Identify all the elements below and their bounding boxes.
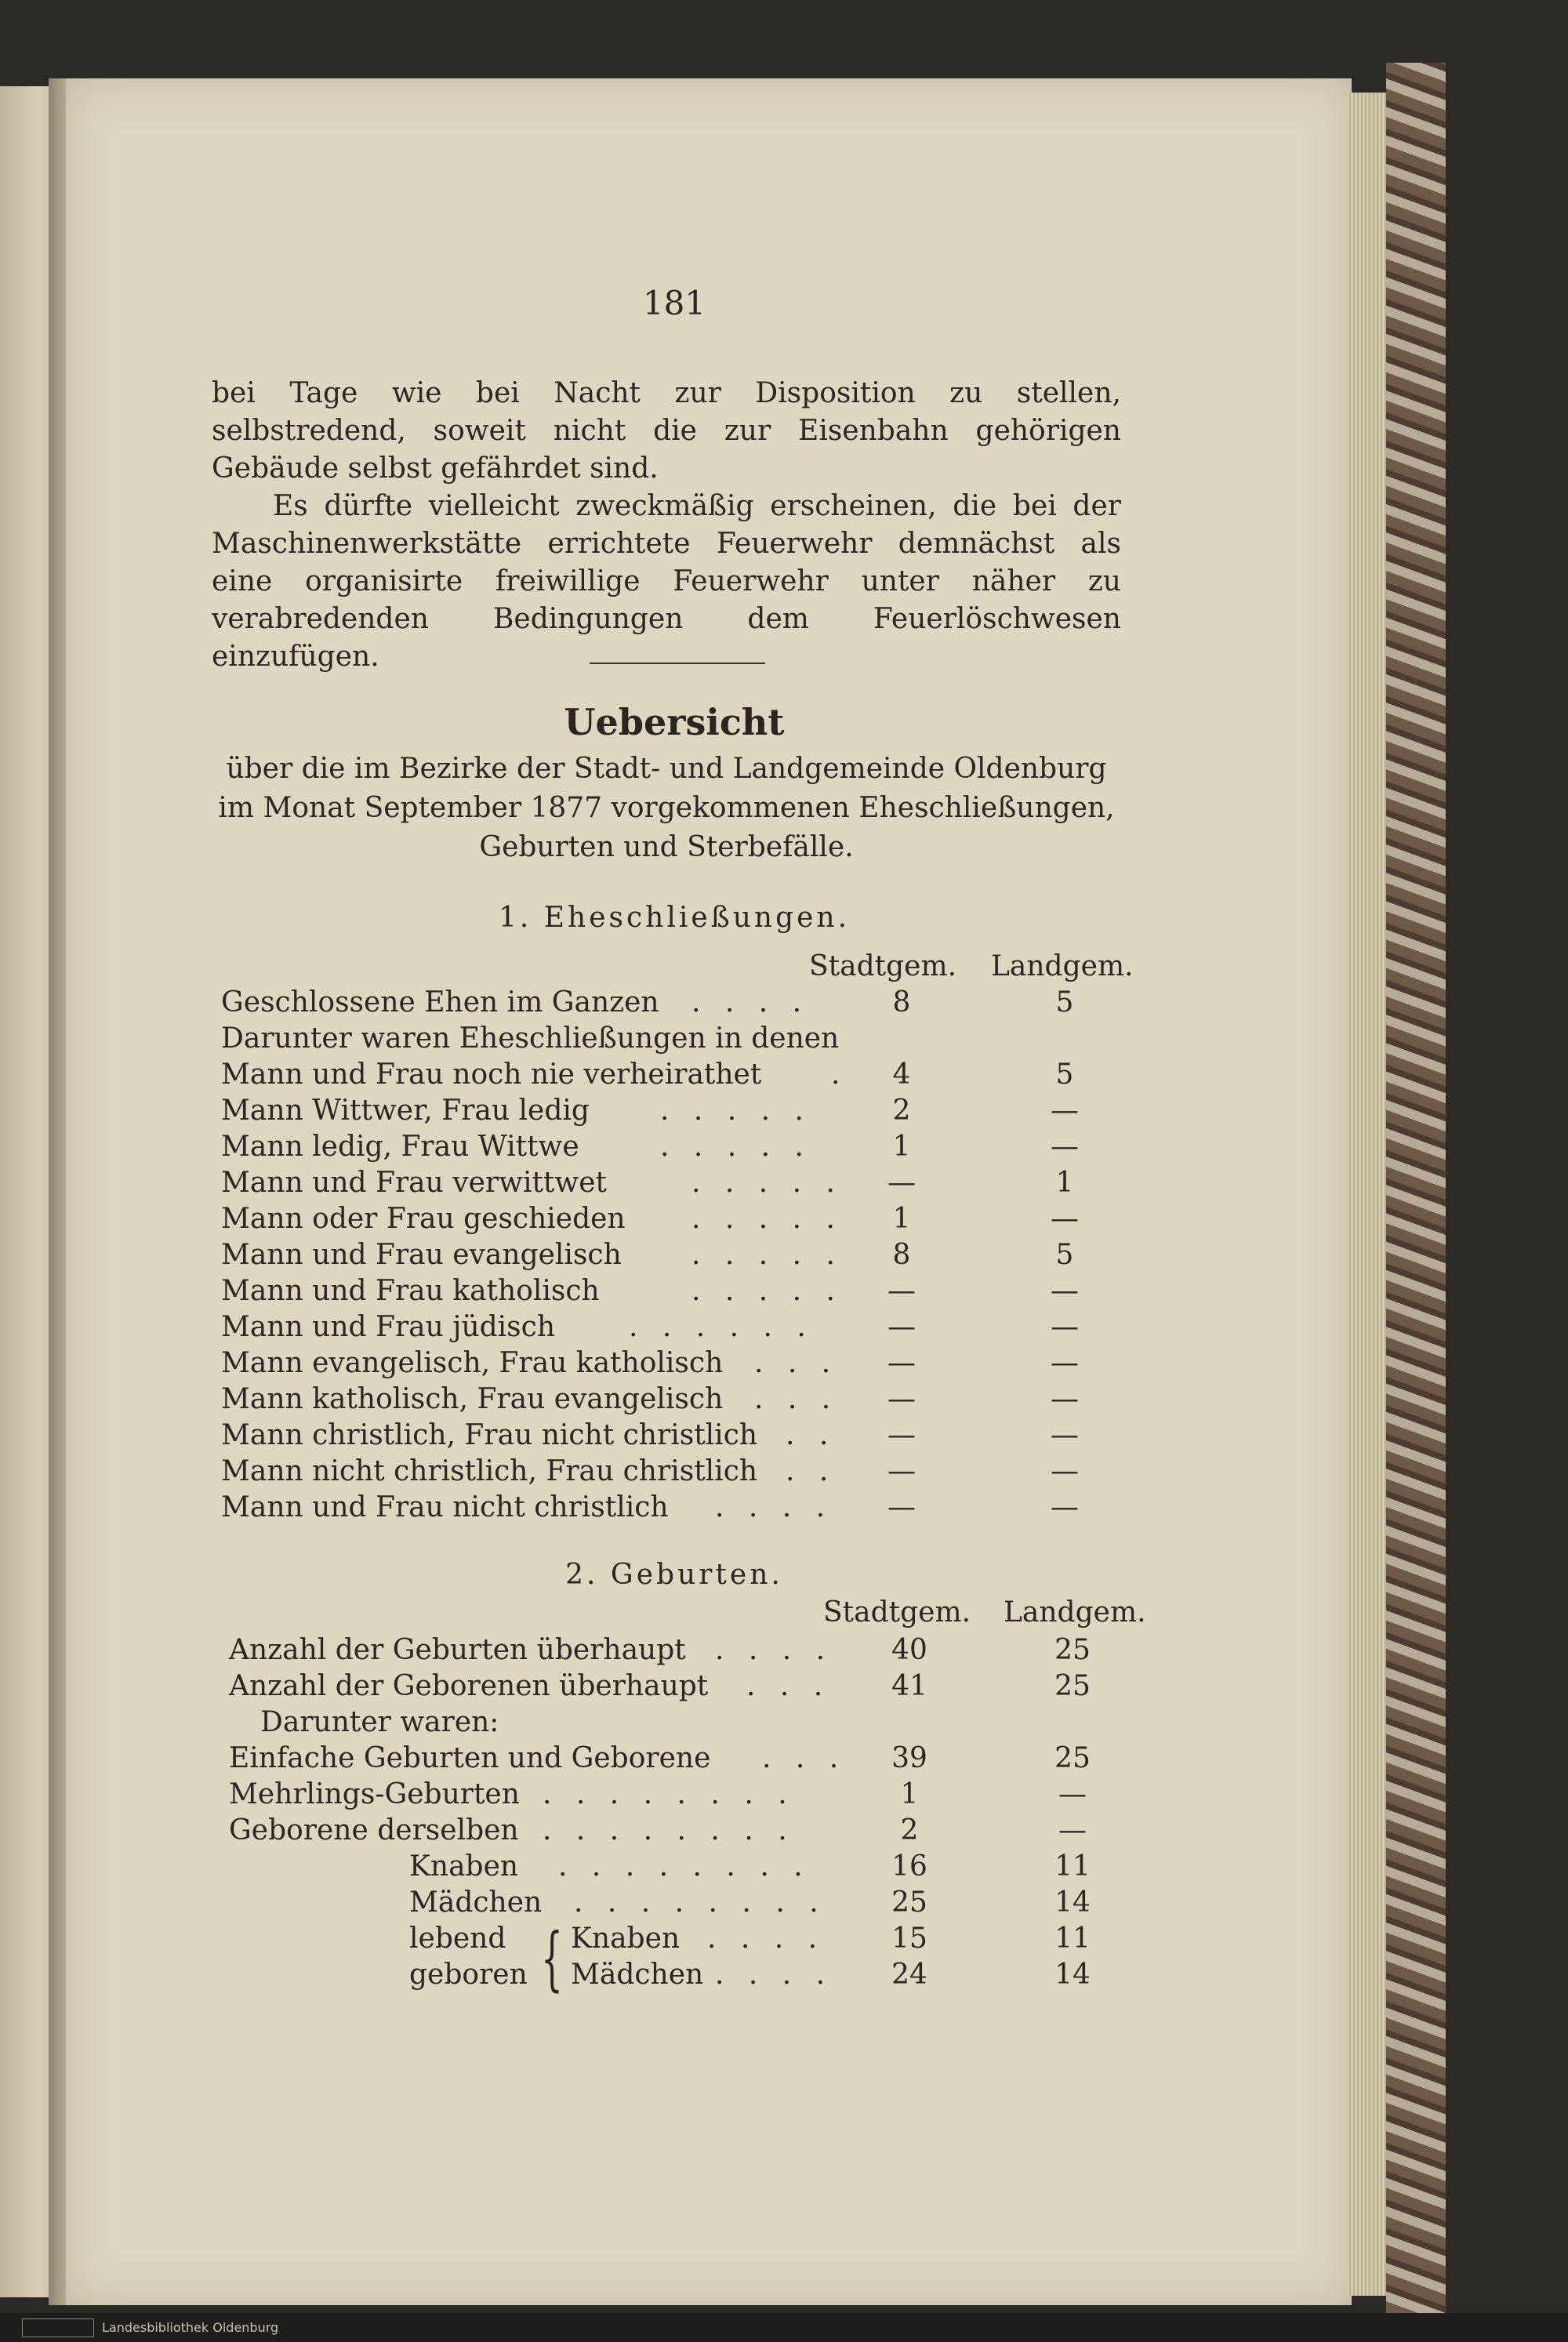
land-value: — [1051, 1455, 1079, 1487]
row-dots: . . . . . [691, 1275, 843, 1307]
land-value: 11 [1054, 1923, 1091, 1955]
table-row [221, 1131, 1162, 1167]
row-label: Mann und Frau katholisch [221, 1275, 600, 1307]
table-row [221, 1275, 1162, 1311]
row-dots: . . . [754, 1347, 839, 1379]
row-label: Mann christlich, Frau nicht christlich [221, 1419, 758, 1451]
row-dots: . . . . . . . . [574, 1886, 826, 1919]
land-value: — [1051, 1095, 1079, 1127]
row-dots: . . . . . [691, 1167, 843, 1199]
table-row [229, 1959, 1170, 1995]
stadt-value: — [887, 1347, 916, 1379]
stadt-value: 15 [891, 1923, 927, 1955]
lebend-label: lebend [409, 1923, 506, 1955]
land-value: 5 [1055, 986, 1074, 1018]
row-dots: . . [786, 1455, 837, 1487]
stadt-value: 40 [891, 1634, 927, 1666]
book-cover-marbled [1386, 63, 1446, 2313]
row-label: Mann und Frau noch nie verheirathet [221, 1058, 762, 1091]
row-label: Mann Wittwer, Frau ledig [221, 1095, 590, 1127]
row-dots: . . . . . . [629, 1311, 814, 1343]
stadt-value: 1 [892, 1131, 911, 1163]
row-label: Mann und Frau verwittwet [221, 1167, 607, 1199]
section-2-col-land: Landgem. [1004, 1596, 1146, 1629]
stadt-value: 1 [892, 1203, 911, 1235]
row-dots: . . . . [691, 986, 810, 1018]
table-row [229, 1778, 1170, 1814]
row-dots: . . . . . [691, 1239, 843, 1271]
row-dots: . . . [746, 1670, 831, 1702]
land-value: 5 [1055, 1058, 1074, 1091]
row-label: Mann und Frau jüdisch [221, 1311, 556, 1343]
stadt-value: 24 [891, 1959, 927, 1991]
land-value: 1 [1055, 1167, 1074, 1199]
stadt-value: 8 [892, 986, 911, 1018]
table-row [229, 1742, 1170, 1778]
section-divider [590, 663, 765, 664]
land-value: — [1051, 1311, 1079, 1343]
viewer-footer [0, 2313, 1568, 2342]
land-value: 14 [1054, 1886, 1091, 1919]
row-label: Mann evangelisch, Frau katholisch [221, 1347, 724, 1379]
table-row [221, 1419, 1162, 1455]
table-row [260, 1706, 1201, 1742]
land-value: 25 [1054, 1670, 1091, 1702]
row-label: Anzahl der Geborenen überhaupt [229, 1670, 709, 1702]
land-value: — [1051, 1491, 1079, 1523]
table-row [221, 1203, 1162, 1239]
stadt-value: — [887, 1419, 916, 1451]
table-row [229, 1923, 1170, 1959]
land-value: 11 [1054, 1850, 1091, 1883]
page-stack-edge [1347, 93, 1388, 2296]
row-dots: . . [786, 1419, 837, 1451]
row-label: Mann oder Frau geschieden [221, 1203, 626, 1235]
land-value: 25 [1054, 1634, 1091, 1666]
table-row [221, 1058, 1162, 1095]
section-1-col-land: Landgem. [991, 950, 1134, 982]
land-value: — [1058, 1778, 1087, 1810]
row-dots: . . . . [715, 1491, 833, 1523]
intro-paragraph-1: bei Tage wie bei Nacht zur Disposition zu stellen, selbstredend, soweit nicht die zur Eisenbahn gehörigen Gebäude selbst gefährdet sind. [212, 377, 1121, 485]
table-row [229, 1886, 1170, 1923]
section-2-title: 2. Geburten. [565, 1559, 783, 1591]
table-row [221, 1022, 1162, 1058]
row-label: Darunter waren Eheschließungen in denen [221, 1022, 840, 1055]
table-row [221, 1095, 1162, 1131]
row-dots: . . . [762, 1742, 847, 1774]
library-logo-icon [22, 2318, 94, 2337]
row-label: Darunter waren: [260, 1706, 499, 1738]
land-value: — [1051, 1347, 1079, 1379]
table-row [229, 1670, 1170, 1706]
table-row [221, 1347, 1162, 1383]
geboren-label: geboren [409, 1959, 528, 1991]
row-dots: . . . . . [660, 1095, 811, 1127]
land-value: — [1051, 1131, 1079, 1163]
row-label: Geschlossene Ehen im Ganzen [221, 986, 659, 1018]
section-2-col-stadt: Stadtgem. [823, 1596, 971, 1629]
table-row [221, 1455, 1162, 1491]
section-1-title: 1. Eheschließungen. [498, 902, 851, 934]
table-row [221, 1239, 1162, 1275]
row-dots: . [831, 1058, 848, 1091]
land-value: — [1051, 1419, 1079, 1451]
row-dots: . . . . [715, 1959, 833, 1991]
row-label: Mädchen [409, 1886, 543, 1919]
row-dots: . . . . [707, 1923, 826, 1955]
row-label: Mann nicht christlich, Frau christlich [221, 1455, 758, 1487]
table-row [229, 1634, 1170, 1670]
stadt-value: 1 [900, 1778, 919, 1810]
section-1-col-stadt: Stadtgem. [809, 950, 957, 982]
table-row [221, 1311, 1162, 1347]
page-title: Uebersicht [564, 701, 785, 743]
library-name: Landesbibliothek Oldenburg [102, 2320, 279, 2335]
stadt-value: — [887, 1455, 916, 1487]
table-row [221, 1383, 1162, 1419]
row-label: Einfache Geburten und Geborene [229, 1742, 711, 1774]
stadt-value: 2 [892, 1095, 911, 1127]
land-value: — [1051, 1383, 1079, 1415]
page-number: 181 [642, 284, 706, 322]
row-label: Anzahl der Geburten überhaupt [229, 1634, 686, 1666]
page-subtitle: über die im Bezirke der Stadt- und Landgemeinde Oldenburg im Monat September 1877 vorgekommenen Eheschließungen, Geburten und Sterbefälle. [218, 753, 1115, 863]
row-label: Geborene derselben [229, 1814, 519, 1846]
stadt-value: 16 [891, 1850, 927, 1883]
land-value: 5 [1055, 1239, 1074, 1271]
table-row [221, 1167, 1162, 1203]
row-dots: . . . . . [691, 1203, 843, 1235]
stadt-value: — [887, 1491, 916, 1523]
table-row [229, 1850, 1170, 1886]
row-label: Mann und Frau nicht christlich [221, 1491, 669, 1523]
land-value: — [1051, 1203, 1079, 1235]
grouping-brace: { [541, 1918, 563, 1999]
row-dots: . . . [754, 1383, 839, 1415]
row-label: Knaben [571, 1923, 681, 1955]
row-label: Mann katholisch, Frau evangelisch [221, 1383, 724, 1415]
row-label: Mann ledig, Frau Wittwe [221, 1131, 579, 1163]
stadt-value: 8 [892, 1239, 911, 1271]
stadt-value: 4 [892, 1058, 911, 1091]
table-row [221, 986, 1162, 1022]
intro-paragraph-2: Es dürfte vielleicht zweckmäßig erscheinen, die bei der Maschinenwerkstätte errichtete Feuerwehr demnächst als eine organisirte freiwillige Feuerwehr unter näher zu verabredenden Bedingungen dem Feuerlöschwesen einzufügen. [212, 490, 1121, 673]
row-dots: . . . . . . . . [543, 1778, 795, 1810]
stadt-value: 2 [900, 1814, 919, 1846]
row-dots: . . . . . [660, 1131, 811, 1163]
row-label: Mädchen [571, 1959, 704, 1991]
stadt-value: 39 [891, 1742, 927, 1774]
land-value: 14 [1054, 1959, 1091, 1991]
land-value: — [1051, 1275, 1079, 1307]
row-label: Mann und Frau evangelisch [221, 1239, 622, 1271]
row-label: Mehrlings-Geburten [229, 1778, 520, 1810]
row-dots: . . . . [715, 1634, 833, 1666]
stadt-value: 41 [891, 1670, 927, 1702]
stadt-value: — [887, 1311, 916, 1343]
stadt-value: — [887, 1167, 916, 1199]
table-row [229, 1814, 1170, 1850]
row-label: Knaben [409, 1850, 519, 1883]
land-value: 25 [1054, 1742, 1091, 1774]
row-dots: . . . . . . . . [558, 1850, 811, 1883]
stadt-value: — [887, 1383, 916, 1415]
row-dots: . . . . . . . . [543, 1814, 795, 1846]
stadt-value: — [887, 1275, 916, 1307]
land-value: — [1058, 1814, 1087, 1846]
stadt-value: 25 [891, 1886, 927, 1919]
table-row [221, 1491, 1162, 1527]
intro-text [212, 375, 1121, 676]
